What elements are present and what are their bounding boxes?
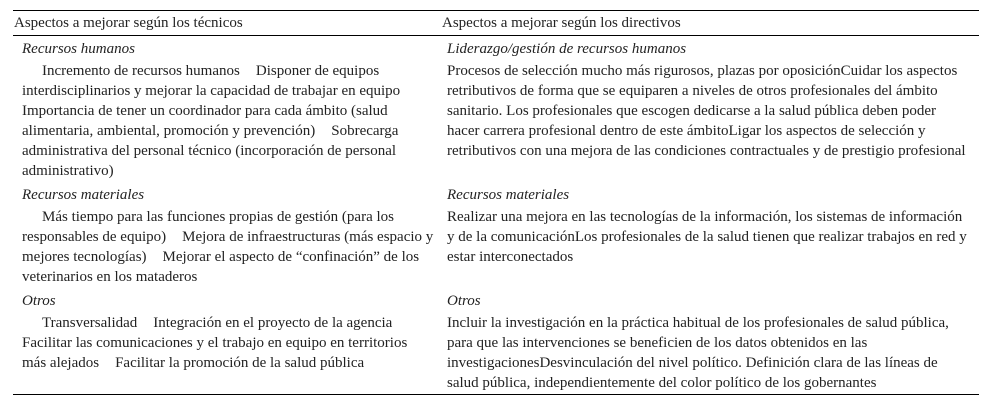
list-item: Sobrecarga administrativa del personal técnico (incorporación de personal administrativo)	[22, 123, 399, 179]
comparison-table	[13, 10, 979, 395]
section-title: Otros	[447, 293, 481, 309]
section-title: Liderazgo/gestión de recursos humanos	[447, 41, 687, 57]
cell-tecnicos	[13, 182, 439, 288]
section-title: Otros	[22, 293, 56, 309]
list-item: Transversalidad	[42, 315, 138, 331]
section-body	[14, 313, 439, 373]
list-item: Disponer de equipos interdisciplinarios y mejorar la capacidad de trabajar en equipo	[22, 63, 401, 99]
table-row-recursos-materiales	[13, 182, 979, 288]
list-item: Mejora de infraestructuras (más espacio y mejores tecnologías)	[22, 229, 434, 265]
cell-tecnicos	[13, 36, 439, 182]
header-tecnicos: Aspectos a mejorar según los técnicos	[14, 15, 243, 31]
section-title: Recursos materiales	[22, 187, 145, 203]
table-row-recursos-humanos	[13, 36, 979, 182]
section-title: Recursos humanos	[22, 41, 135, 57]
list-item: Más tiempo para las funciones propias de gestión (para los responsables de equipo)	[22, 209, 394, 245]
section-body: Realizar una mejora en las tecnologías de la información, los sistemas de información y de la comunicaciónLos profesionales de la salud tienen que realizar trabajos en red y estar interconectados	[447, 209, 967, 265]
section-body: Incluir la investigación en la práctica habitual de los profesionales de salud pública, para que las intervenciones se beneficien de los datos obtenidos en las investigacionesDesvinculación del nivel político. Definición clara de las líneas de salud pública, independientemente del color político de los gobernantes	[447, 315, 949, 391]
table-header-row	[13, 11, 979, 36]
list-item: Importancia de tener un coordinador para cada ámbito (salud alimentaria, ambiental, promoción y prevención)	[22, 103, 388, 139]
list-item: Incremento de recursos humanos	[42, 63, 240, 79]
list-item: Integración en el proyecto de la agencia	[153, 315, 393, 331]
table-row-otros	[13, 288, 979, 394]
section-body	[14, 61, 439, 181]
section-body: Procesos de selección mucho más rigurosos, plazas por oposiciónCuidar los aspectos retributivos de forma que se equiparen a niveles de otros profesionales del ámbito sanitario. Los profesionales que escogen dedicarse a la salud pública deben poder hacer carrera profesional dentro de este ámbitoLigar los aspectos de selección y retributivos con una mejora de las condiciones contractuales y de prestigio profesional	[447, 63, 966, 159]
section-body	[14, 207, 439, 287]
section-title: Recursos materiales	[447, 187, 570, 203]
list-item: Mejorar el aspecto de “confinación” de los veterinarios en los mataderos	[22, 249, 420, 285]
cell-directivos	[439, 288, 979, 394]
list-item: Facilitar la promoción de la salud pública	[115, 355, 365, 371]
header-directivos: Aspectos a mejorar según los directivos	[442, 15, 681, 31]
list-item: Facilitar las comunicaciones y el trabajo en equipo en territorios más alejados	[22, 335, 408, 371]
cell-directivos	[439, 182, 979, 288]
cell-tecnicos	[13, 288, 439, 394]
cell-directivos	[439, 36, 979, 182]
